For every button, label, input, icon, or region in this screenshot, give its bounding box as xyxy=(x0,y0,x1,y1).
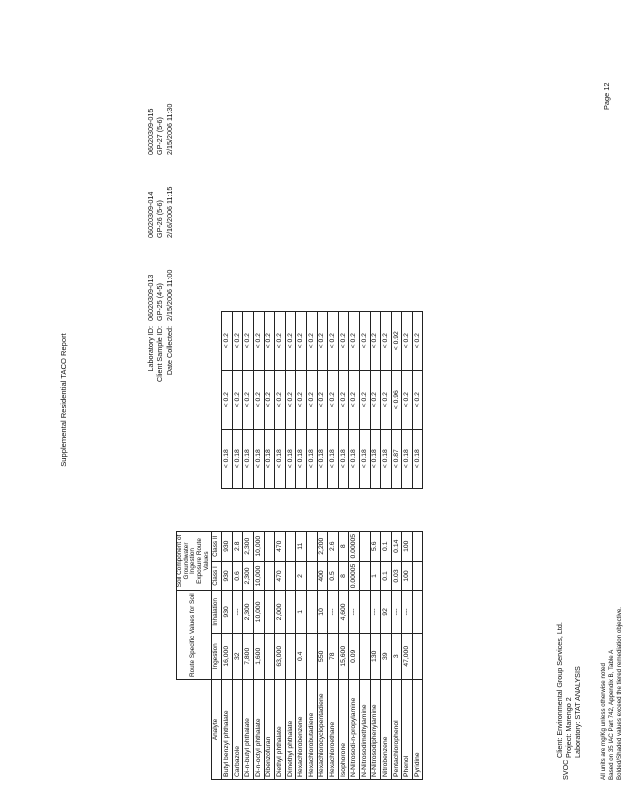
sample-013-cell: < 0.18 xyxy=(317,429,328,488)
sample-013-cell: < 0.18 xyxy=(370,429,381,488)
client-sample-id-value: GP-27 (5-6) xyxy=(155,117,165,155)
sample-015-cell: < 0.2 xyxy=(296,311,307,370)
class-2-cell: 8 xyxy=(338,531,349,561)
table-row xyxy=(328,311,339,779)
sample-014-cell: < 0.2 xyxy=(370,370,381,429)
sample-014-cell: < 0.2 xyxy=(222,370,233,429)
class-1-cell xyxy=(412,561,423,591)
class-2-cell: 2,200 xyxy=(317,531,328,561)
class-1-cell: 930 xyxy=(222,561,233,591)
sample-013-cell: < 0.18 xyxy=(412,429,423,488)
lab-id-row xyxy=(146,72,156,400)
sample-013-cell: < 0.18 xyxy=(306,429,317,488)
table-row xyxy=(296,311,307,779)
table-row xyxy=(370,311,381,779)
table-row xyxy=(412,311,423,779)
class-1-cell: 10,000 xyxy=(253,561,264,591)
report-title: Supplemental Residential TACO Report xyxy=(59,333,68,467)
class-2-cell: 0.1 xyxy=(381,531,392,561)
sample-013-cell: < 0.18 xyxy=(285,429,296,488)
ingestion-cell: 0.4 xyxy=(296,633,307,679)
column-header-row xyxy=(211,311,222,779)
lab-info-block xyxy=(146,72,175,400)
sample-015-cell: < 0.2 xyxy=(370,311,381,370)
sample-014-cell: < 0.96 xyxy=(391,370,402,429)
lab-id-value: 06020309-015 xyxy=(145,108,155,155)
class-1-cell xyxy=(306,561,317,591)
ingestion-cell: 32 xyxy=(232,633,243,679)
inhalation-cell: 1 xyxy=(296,591,307,633)
class-2-cell xyxy=(412,531,423,561)
client-label: Client: xyxy=(555,737,564,758)
spacer-cell xyxy=(264,488,275,531)
class-2-cell xyxy=(359,531,370,561)
groundwater-ingestion-header: Soil Component of Groundwater Ingestion Exposure Route Values xyxy=(177,531,212,591)
inhalation-cell xyxy=(359,591,370,633)
class-2-cell: 100 xyxy=(402,531,413,561)
analyte-cell: Dibenzofuran xyxy=(264,680,275,780)
class-1-cell: 1 xyxy=(370,561,381,591)
sample-014-cell: < 0.2 xyxy=(232,370,243,429)
analyte-cell: Phenol xyxy=(402,680,413,780)
sample-014-cell: < 0.2 xyxy=(275,370,286,429)
ingestion-cell: 15,600 xyxy=(338,633,349,679)
taco-table xyxy=(176,311,423,780)
ingestion-cell: 78 xyxy=(328,633,339,679)
sample-015-cell: < 0.2 xyxy=(306,311,317,370)
sample-013-cell: < 0.18 xyxy=(328,429,339,488)
analyte-cell: Isophorone xyxy=(338,680,349,780)
lab-id-label: Laboratory ID: xyxy=(145,326,155,372)
table-row xyxy=(243,311,254,779)
inhalation-cell: 2,000 xyxy=(275,591,286,633)
date-collected-value: 2/15/2006 11:30 xyxy=(164,103,174,155)
client-sample-id-label: Client Sample ID: xyxy=(155,326,165,382)
table-row xyxy=(359,311,370,779)
class-2-cell: 5.6 xyxy=(370,531,381,561)
class-1-cell xyxy=(359,561,370,591)
inhalation-cell xyxy=(264,591,275,633)
spacer-cell xyxy=(275,488,286,531)
sample-013-cell: < 0.18 xyxy=(296,429,307,488)
sample-013-cell: < 0.18 xyxy=(264,429,275,488)
ingestion-header: Ingestion xyxy=(211,633,222,679)
class-2-cell: 10,000 xyxy=(253,531,264,561)
footnote: Based on 35 IAC Part 742, Appendix B, Table A xyxy=(607,649,615,780)
spacer-cell xyxy=(317,488,328,531)
sample-013-cell: < 0.18 xyxy=(222,429,233,488)
spacer-cell xyxy=(349,488,360,531)
analyte-cell: Hexachloroethane xyxy=(328,680,339,780)
sample-015-cell: < 0.2 xyxy=(359,311,370,370)
sample-013-cell: < 0.18 xyxy=(275,429,286,488)
ingestion-cell: 0.09 xyxy=(349,633,360,679)
class-1-cell: 400 xyxy=(317,561,328,591)
ingestion-cell: 16,000 xyxy=(222,633,233,679)
analyte-cell: N-Nitrosodiphenylamine xyxy=(370,680,381,780)
sample-014-cell: < 0.2 xyxy=(402,370,413,429)
sample-014-cell: < 0.2 xyxy=(243,370,254,429)
sample-015-cell: < 0.2 xyxy=(243,311,254,370)
class-1-cell: 0.00005 xyxy=(349,561,360,591)
class-1-header: Class I xyxy=(211,561,222,591)
analyte-cell: Dimethyl phthalate xyxy=(285,680,296,780)
inhalation-header: Inhalation xyxy=(211,591,222,633)
table-row xyxy=(381,311,392,779)
date-collected-label: Date Collected: xyxy=(164,326,174,376)
ingestion-cell: 63,000 xyxy=(275,633,286,679)
svoc-section-label: SVOC xyxy=(561,759,570,780)
class-1-cell: 0.1 xyxy=(381,561,392,591)
inhalation-cell: 4,600 xyxy=(338,591,349,633)
analyte-header: Analyte xyxy=(211,680,222,780)
spacer-cell xyxy=(296,488,307,531)
ingestion-cell: 130 xyxy=(370,633,381,679)
analyte-cell: Butyl benzyl phthalate xyxy=(222,680,233,780)
class-1-cell: 2,300 xyxy=(243,561,254,591)
class-1-cell: 0.5 xyxy=(328,561,339,591)
ingestion-cell: 39 xyxy=(381,633,392,679)
client-sample-id-value: GP-26 (5-6) xyxy=(155,200,165,238)
spacer-cell xyxy=(412,488,423,531)
table-row xyxy=(232,311,243,779)
table-row xyxy=(338,311,349,779)
sample-014-cell: < 0.2 xyxy=(338,370,349,429)
spacer-cell xyxy=(338,488,349,531)
report-meta xyxy=(556,622,583,758)
inhalation-cell: --- xyxy=(328,591,339,633)
inhalation-cell: 10,000 xyxy=(253,591,264,633)
table-row xyxy=(285,311,296,779)
sample-014-cell: < 0.2 xyxy=(381,370,392,429)
client-sample-id-row xyxy=(156,72,166,400)
spacer-cell xyxy=(222,488,233,531)
analyte-cell: Hexachlorocyclopentadiene xyxy=(317,680,328,780)
inhalation-cell: 92 xyxy=(381,591,392,633)
sample-013-cell: < 0.87 xyxy=(391,429,402,488)
laboratory-label: Laboratory: xyxy=(573,721,582,758)
ingestion-cell xyxy=(264,633,275,679)
table-row xyxy=(391,311,402,779)
sample-014-cell: < 0.2 xyxy=(253,370,264,429)
spacer-cell xyxy=(306,488,317,531)
table-row xyxy=(317,311,328,779)
client-value: Environmental Group Services, Ltd. xyxy=(555,622,564,736)
class-2-cell: 2,300 xyxy=(243,531,254,561)
footnote: All units are mg/Kg unless otherwise noted xyxy=(600,663,607,780)
sample-015-cell: < 0.92 xyxy=(391,311,402,370)
sample-015-cell: < 0.2 xyxy=(317,311,328,370)
analyte-cell: Pyridine xyxy=(412,680,423,780)
laboratory-line xyxy=(574,622,583,758)
sample-014-cell: < 0.2 xyxy=(285,370,296,429)
class-1-cell: 8 xyxy=(338,561,349,591)
class-2-cell: 470 xyxy=(275,531,286,561)
analyte-cell: Diethyl phthalate xyxy=(275,680,286,780)
date-collected-value: 2/16/2006 11:15 xyxy=(164,186,174,238)
analyte-cell: Hexachlorobutadiene xyxy=(306,680,317,780)
lab-id-value: 06020309-014 xyxy=(145,191,155,238)
inhalation-cell: --- xyxy=(391,591,402,633)
route-specific-header: Route Specific Values for Soil xyxy=(177,591,212,680)
spacer-cell xyxy=(391,488,402,531)
page-number: Page 12 xyxy=(602,82,611,110)
analyte-cell: Di-n-butyl phthalate xyxy=(243,680,254,780)
sample-015-cell: < 0.2 xyxy=(381,311,392,370)
ingestion-cell xyxy=(359,633,370,679)
spacer-cell xyxy=(243,488,254,531)
table-body xyxy=(222,311,423,779)
inhalation-cell: --- xyxy=(232,591,243,633)
inhalation-cell xyxy=(285,591,296,633)
class-1-cell xyxy=(285,561,296,591)
spacer-cell xyxy=(285,488,296,531)
table-row xyxy=(306,311,317,779)
table-row xyxy=(275,311,286,779)
class-2-cell: 11 xyxy=(296,531,307,561)
sample-014-cell: < 0.2 xyxy=(328,370,339,429)
sample-015-cell: < 0.2 xyxy=(264,311,275,370)
sample-013-cell: < 0.18 xyxy=(338,429,349,488)
footnote: Bolded/Shaded values exceed the tiered remediation objective. xyxy=(615,606,623,780)
sample-014-cell: < 0.2 xyxy=(296,370,307,429)
class-2-cell: 930 xyxy=(222,531,233,561)
sample-013-cell: < 0.18 xyxy=(243,429,254,488)
class-2-cell: 2.8 xyxy=(232,531,243,561)
table-row xyxy=(402,311,413,779)
class-1-cell: 0.6 xyxy=(232,561,243,591)
sample-015-cell: < 0.2 xyxy=(402,311,413,370)
sample-014-cell: < 0.2 xyxy=(264,370,275,429)
spacer-cell xyxy=(232,488,243,531)
sample-015-cell: < 0.2 xyxy=(253,311,264,370)
client-sample-id-value: GP-25 (4-5) xyxy=(155,283,165,321)
class-2-cell xyxy=(264,531,275,561)
sample-014-cell: < 0.2 xyxy=(317,370,328,429)
ingestion-cell: 47,000 xyxy=(402,633,413,679)
class-2-cell xyxy=(306,531,317,561)
sample-015-cell: < 0.2 xyxy=(222,311,233,370)
analyte-cell: N-Nitrosodi-n-propylamine xyxy=(349,680,360,780)
inhalation-cell: 10 xyxy=(317,591,328,633)
inhalation-cell: 2,300 xyxy=(243,591,254,633)
spacer-cell xyxy=(370,488,381,531)
project-value: Marengo 2 xyxy=(564,697,573,732)
class-2-cell: 0.14 xyxy=(391,531,402,561)
table-row xyxy=(222,311,233,779)
sample-013-cell: < 0.18 xyxy=(381,429,392,488)
sample-015-cell: < 0.2 xyxy=(275,311,286,370)
sample-014-cell: < 0.2 xyxy=(306,370,317,429)
ingestion-cell xyxy=(285,633,296,679)
table-row xyxy=(349,311,360,779)
analyte-cell: Hexachlorobenzene xyxy=(296,680,307,780)
project-label: Project: xyxy=(564,733,573,758)
analyte-cell: N-Nitrosodimethylamine xyxy=(359,680,370,780)
class-1-cell: 470 xyxy=(275,561,286,591)
sample-014-cell: < 0.2 xyxy=(412,370,423,429)
class-2-cell: 0.00005 xyxy=(349,531,360,561)
inhalation-cell: --- xyxy=(402,591,413,633)
inhalation-cell: --- xyxy=(349,591,360,633)
table-row xyxy=(253,311,264,779)
sample-013-cell: < 0.18 xyxy=(349,429,360,488)
ingestion-cell: 550 xyxy=(317,633,328,679)
table-row xyxy=(264,311,275,779)
ingestion-cell: 7,800 xyxy=(243,633,254,679)
spacer-cell xyxy=(328,488,339,531)
analyte-cell: Nitrobenzene xyxy=(381,680,392,780)
inhalation-cell: --- xyxy=(370,591,381,633)
analyte-cell: Di-n-octyl phthalate xyxy=(253,680,264,780)
sample-015-cell: < 0.2 xyxy=(338,311,349,370)
lab-id-value: 06020309-013 xyxy=(145,274,155,321)
analyte-cell: Pentachlorophenol xyxy=(391,680,402,780)
sample-015-cell: < 0.2 xyxy=(349,311,360,370)
spacer-cell xyxy=(253,488,264,531)
inhalation-cell xyxy=(306,591,317,633)
sample-015-cell: < 0.2 xyxy=(328,311,339,370)
sample-014-cell: < 0.2 xyxy=(349,370,360,429)
inhalation-cell: 930 xyxy=(222,591,233,633)
sample-013-cell: < 0.18 xyxy=(359,429,370,488)
ingestion-cell xyxy=(306,633,317,679)
class-2-cell xyxy=(285,531,296,561)
sample-014-cell: < 0.2 xyxy=(359,370,370,429)
sample-013-cell: < 0.18 xyxy=(232,429,243,488)
footnotes xyxy=(600,607,623,780)
group-header-row xyxy=(177,311,212,779)
class-1-cell: 2 xyxy=(296,561,307,591)
sample-015-cell: < 0.2 xyxy=(285,311,296,370)
ingestion-cell: 3 xyxy=(391,633,402,679)
sample-013-cell: < 0.18 xyxy=(253,429,264,488)
inhalation-cell xyxy=(412,591,423,633)
date-collected-value: 2/15/2006 11:00 xyxy=(164,269,174,321)
sample-015-cell: < 0.2 xyxy=(412,311,423,370)
class-2-header: Class II xyxy=(211,531,222,561)
class-1-cell xyxy=(264,561,275,591)
class-2-cell: 2.6 xyxy=(328,531,339,561)
laboratory-value: STAT ANALYSIS xyxy=(573,666,582,720)
date-collected-row xyxy=(165,72,175,400)
analyte-cell: Carbazole xyxy=(232,680,243,780)
class-1-cell: 100 xyxy=(402,561,413,591)
spacer-cell xyxy=(402,488,413,531)
spacer-cell xyxy=(381,488,392,531)
ingestion-cell xyxy=(412,633,423,679)
spacer-cell xyxy=(359,488,370,531)
sample-015-cell: < 0.2 xyxy=(232,311,243,370)
class-1-cell: 0.03 xyxy=(391,561,402,591)
sample-013-cell: < 0.18 xyxy=(402,429,413,488)
ingestion-cell: 1,600 xyxy=(253,633,264,679)
